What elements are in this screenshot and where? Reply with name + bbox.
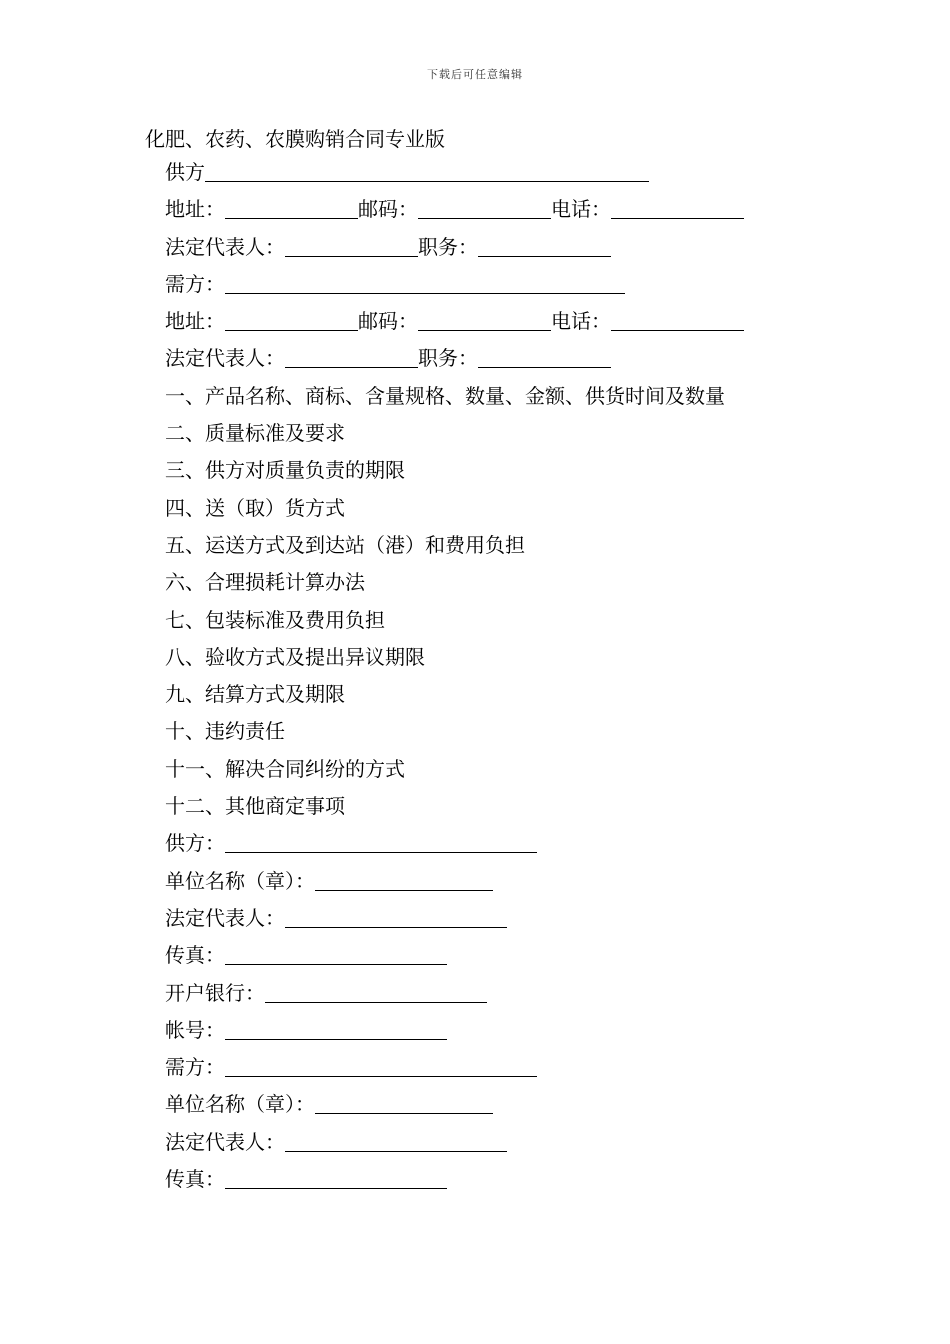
sign-buyer-unit-line: [165, 1091, 744, 1128]
sign-supplier-account-line: [165, 1017, 744, 1054]
buyer-rep-line: [165, 345, 744, 382]
sign-supplier-field[interactable]: [225, 832, 537, 853]
sign-buyer-unit-field[interactable]: [315, 1093, 493, 1114]
legal-rep-label: 法定代表人：: [165, 346, 285, 371]
clause-2: 二、质量标准及要求: [165, 421, 345, 446]
supplier-legal-rep-field[interactable]: [285, 236, 418, 257]
clause-3: 三、供方对质量负责的期限: [165, 458, 405, 483]
supplier-position-field[interactable]: [478, 236, 611, 257]
supplier-field[interactable]: [205, 161, 649, 182]
unit-name-label: 单位名称（章）：: [165, 1092, 315, 1117]
position-label: 职务：: [418, 234, 478, 259]
account-label: 帐号：: [165, 1017, 225, 1042]
sign-supplier-line: [165, 830, 744, 867]
buyer-address-field[interactable]: [225, 310, 358, 331]
clause-6: 六、合理损耗计算办法: [165, 570, 365, 595]
supplier-address-line: [165, 196, 744, 233]
buyer-line: [165, 271, 744, 308]
address-label: 地址：: [165, 309, 225, 334]
clause-12: 十二、其他商定事项: [165, 794, 345, 819]
sign-supplier-account-field[interactable]: [225, 1019, 447, 1040]
buyer-label: 需方：: [165, 271, 225, 296]
clause-11: 十一、解决合同纠纷的方式: [165, 756, 405, 781]
sign-supplier-fax-field[interactable]: [225, 944, 447, 965]
supplier-rep-line: [165, 234, 744, 271]
supplier-address-field[interactable]: [225, 198, 358, 219]
sign-buyer-field[interactable]: [225, 1056, 537, 1077]
sign-buyer-rep-line: [165, 1129, 744, 1166]
clause-7: 七、包装标准及费用负担: [165, 607, 385, 632]
page-header-note: 下载后可任意编辑: [427, 68, 523, 81]
clause-9: 九、结算方式及期限: [165, 682, 345, 707]
fax-label: 传真：: [165, 1167, 225, 1192]
sign-supplier-bank-field[interactable]: [265, 982, 487, 1003]
bank-label: 开户银行：: [165, 980, 265, 1005]
phone-label: 电话：: [551, 309, 611, 334]
sign-buyer-fax-field[interactable]: [225, 1168, 447, 1189]
clause-4: 四、送（取）货方式: [165, 495, 345, 520]
buyer-phone-field[interactable]: [611, 310, 744, 331]
postcode-label: 邮码：: [358, 309, 418, 334]
buyer-label: 需方：: [165, 1055, 225, 1080]
sign-supplier-bank-line: [165, 980, 744, 1017]
sign-supplier-unit-field[interactable]: [315, 870, 493, 891]
postcode-label: 邮码：: [358, 197, 418, 222]
buyer-position-field[interactable]: [478, 347, 611, 368]
supplier-line: [165, 159, 744, 196]
position-label: 职务：: [418, 346, 478, 371]
sign-supplier-rep-field[interactable]: [285, 907, 507, 928]
supplier-postcode-field[interactable]: [418, 198, 551, 219]
clause-10: 十、违约责任: [165, 719, 285, 744]
supplier-phone-field[interactable]: [611, 198, 744, 219]
sign-supplier-fax-line: [165, 942, 744, 979]
legal-rep-label: 法定代表人：: [165, 905, 285, 930]
sign-buyer-fax-line: [165, 1166, 744, 1203]
phone-label: 电话：: [551, 197, 611, 222]
supplier-label: 供方：: [165, 831, 225, 856]
address-label: 地址：: [165, 197, 225, 222]
contract-body: [165, 159, 744, 1203]
clause-1: 一、产品名称、商标、含量规格、数量、金额、供货时间及数量: [165, 383, 725, 408]
buyer-address-line: [165, 308, 744, 345]
supplier-label: 供方: [165, 160, 205, 184]
sign-buyer-line: [165, 1054, 744, 1091]
fax-label: 传真：: [165, 943, 225, 968]
clause-8: 八、验收方式及提出异议期限: [165, 644, 425, 669]
sign-supplier-rep-line: [165, 905, 744, 942]
unit-name-label: 单位名称（章）：: [165, 868, 315, 893]
legal-rep-label: 法定代表人：: [165, 1129, 285, 1154]
document-title: 化肥、农药、农膜购销合同专业版: [145, 127, 445, 151]
sign-buyer-rep-field[interactable]: [285, 1131, 507, 1152]
buyer-legal-rep-field[interactable]: [285, 347, 418, 368]
legal-rep-label: 法定代表人：: [165, 234, 285, 259]
buyer-field[interactable]: [225, 273, 625, 294]
buyer-postcode-field[interactable]: [418, 310, 551, 331]
clause-5: 五、运送方式及到达站（港）和费用负担: [165, 532, 525, 557]
sign-supplier-unit-line: [165, 868, 744, 905]
